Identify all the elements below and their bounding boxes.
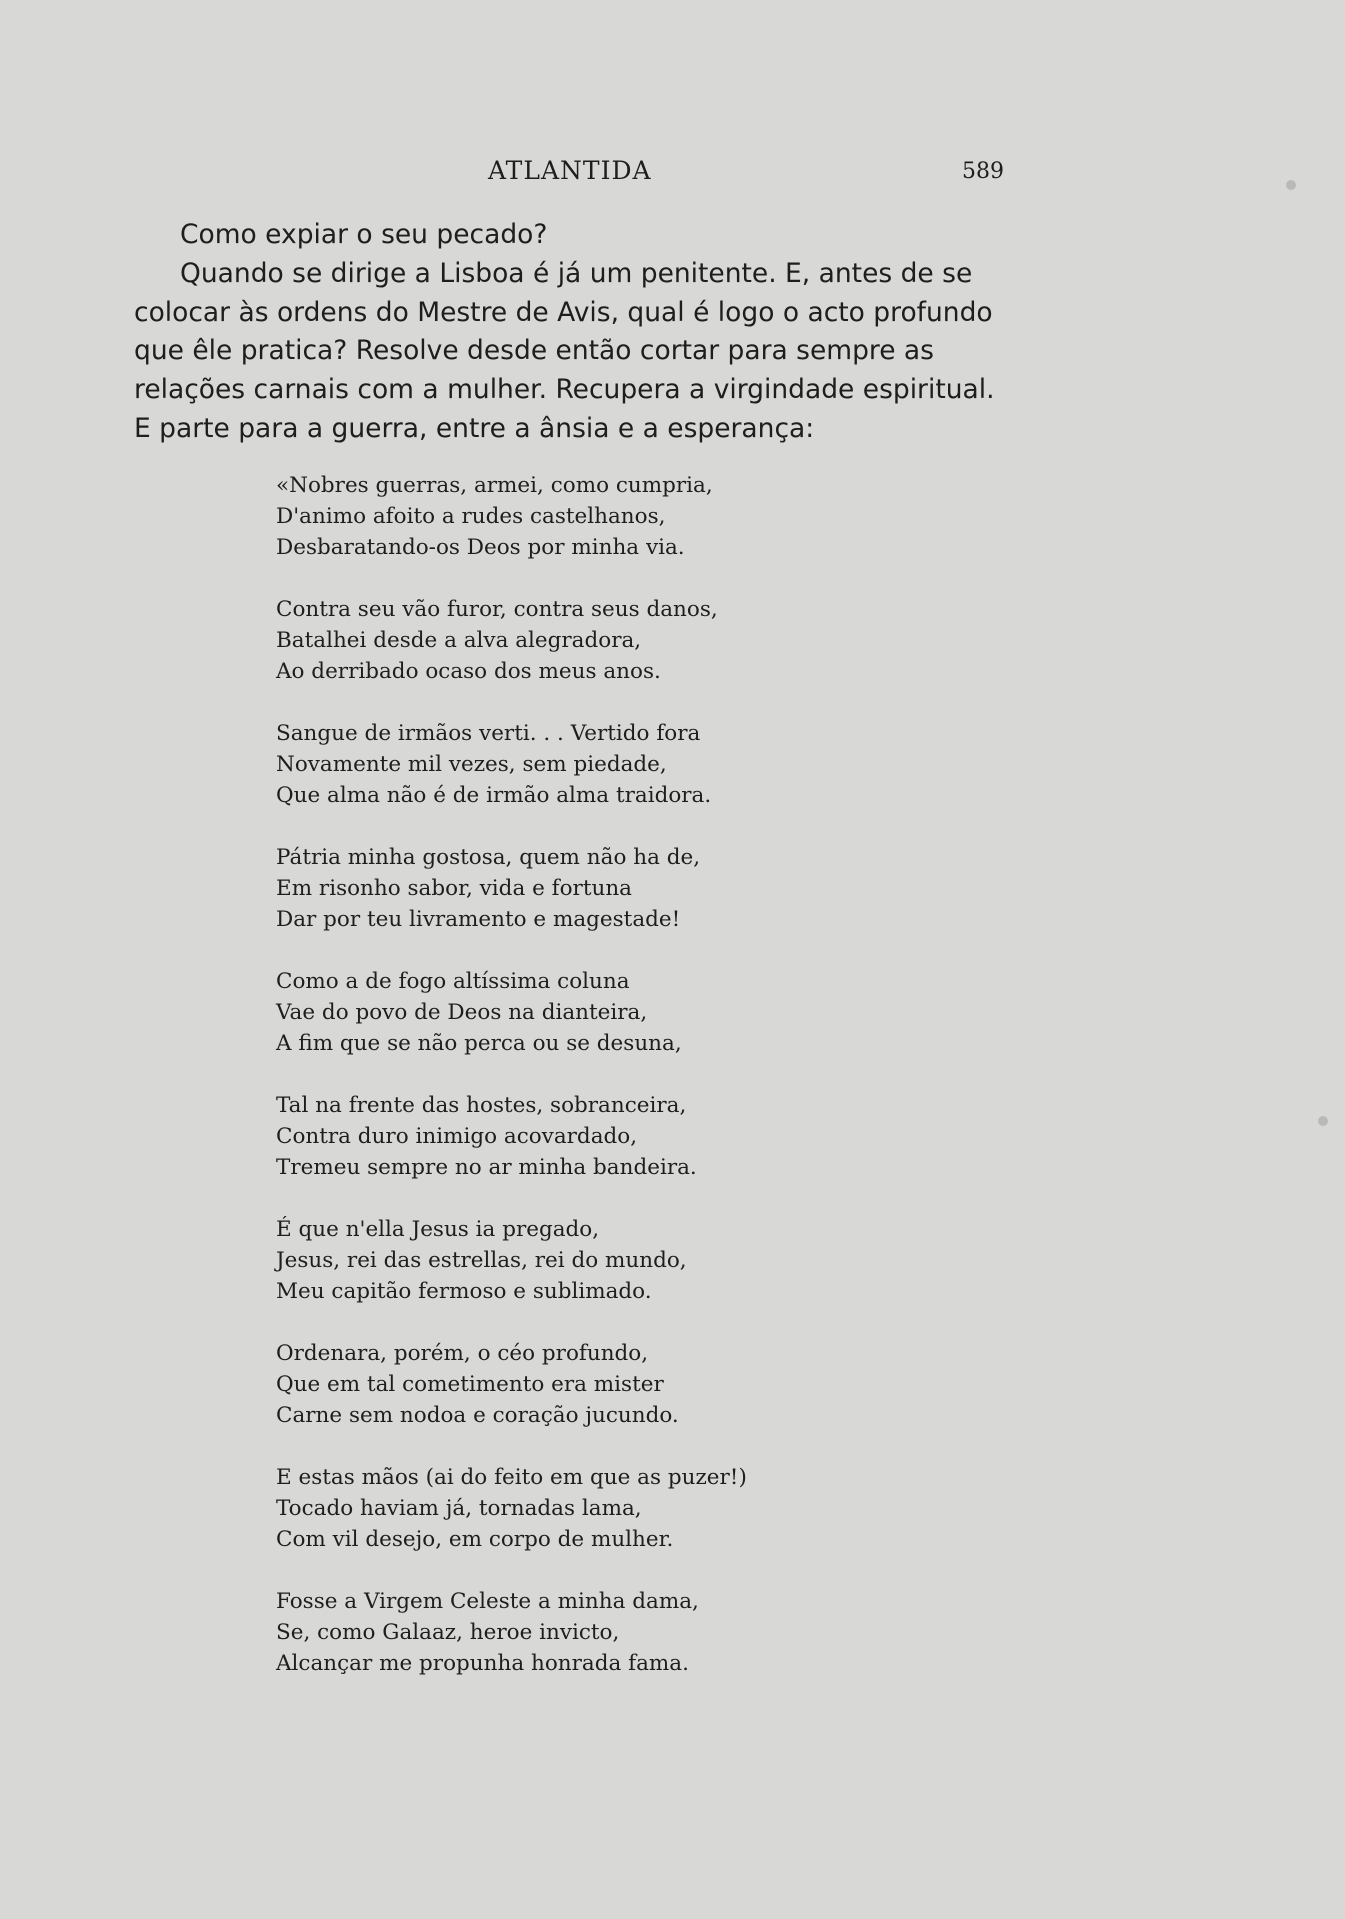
poem-verse: Fosse a Virgem Celeste a minha dama,: [276, 1589, 699, 1614]
poem-verse: Meu capitão fermoso e sublimado.: [276, 1279, 652, 1304]
poem-verse: Com vil desejo, em corpo de mulher.: [276, 1527, 674, 1552]
poem-verse: Carne sem nodoa e coração jucundo.: [276, 1403, 679, 1428]
poem-stanza: [276, 470, 796, 563]
poem-verse: Que alma não é de irmão alma traidora.: [276, 783, 712, 808]
poem-verse: Batalhei desde a alva alegradora,: [276, 628, 642, 653]
poem-stanza: [276, 718, 796, 811]
running-header: [0, 156, 1345, 192]
poem-verse: Contra seu vão furor, contra seus danos,: [276, 597, 718, 622]
prose-line: que êle pratica? Resolve desde então cortar para sempre as: [134, 335, 934, 367]
poem-verse: Tal na frente das hostes, sobranceira,: [276, 1093, 687, 1118]
paper-speck: [1286, 180, 1296, 190]
page-number: 589: [962, 159, 1004, 184]
poem-verse: Ordenara, porém, o céo profundo,: [276, 1341, 649, 1366]
poem-verse: É que n'ella Jesus ia pregado,: [276, 1217, 600, 1242]
poem-stanza: [276, 1338, 796, 1431]
poem-verse: Que em tal cometimento era mister: [276, 1372, 664, 1397]
prose-line: E parte para a guerra, entre a ânsia e a esperança:: [134, 412, 815, 444]
poem-verse: Se, como Galaaz, heroe invicto,: [276, 1620, 620, 1645]
poem-verse: Ao derribado ocaso dos meus anos.: [276, 659, 661, 684]
poem-verse: Em risonho sabor, vida e fortuna: [276, 876, 632, 901]
poem-stanza: [276, 594, 796, 687]
poem-verse: A fim que se não perca ou se desuna,: [276, 1031, 682, 1056]
poem-verse: Alcançar me propunha honrada fama.: [276, 1651, 689, 1676]
poem-stanza: [276, 966, 796, 1059]
poem-verse: Jesus, rei das estrellas, rei do mundo,: [276, 1248, 687, 1273]
running-title: ATLANTIDA: [488, 156, 652, 185]
poem-stanza: [276, 1214, 796, 1307]
prose-line: relações carnais com a mulher. Recupera a virgindade espiritual.: [134, 374, 995, 406]
poem-stanza: [276, 1462, 796, 1555]
poem-verse: Vae do povo de Deos na dianteira,: [276, 1000, 648, 1025]
poem-verse: E estas mãos (ai do feito em que as puzer!): [276, 1465, 747, 1490]
poem-verse: D'animo afoito a rudes castelhanos,: [276, 504, 666, 529]
poem-verse: Dar por teu livramento e magestade!: [276, 907, 681, 932]
poem-verse: «Nobres guerras, armei, como cumpria,: [276, 473, 713, 498]
prose-line: colocar às ordens do Mestre de Avis, qual é logo o acto profundo: [134, 296, 993, 328]
poem-verse: Pátria minha gostosa, quem não ha de,: [276, 845, 701, 870]
poem-verse: Sangue de irmãos verti. . . Vertido fora: [276, 721, 701, 746]
poem-verse: Desbaratando-os Deos por minha via.: [276, 535, 685, 560]
poem-tercets: [276, 470, 796, 1710]
poem-verse: Novamente mil vezes, sem piedade,: [276, 752, 667, 777]
paper-speck: [1318, 1116, 1328, 1126]
poem-verse: Como a de fogo altíssima coluna: [276, 969, 630, 994]
poem-verse: Contra duro inimigo acovardado,: [276, 1124, 638, 1149]
prose-paragraphs: [134, 216, 1004, 449]
prose-line: Como expiar o seu pecado?: [180, 219, 548, 250]
poem-stanza: [276, 1586, 796, 1679]
poem-verse: Tocado haviam já, tornadas lama,: [276, 1496, 642, 1521]
poem-verse: Tremeu sempre no ar minha bandeira.: [276, 1155, 697, 1180]
poem-stanza: [276, 842, 796, 935]
poem-stanza: [276, 1090, 796, 1183]
prose-line: Quando se dirige a Lisboa é já um penitente. E, antes de se: [180, 257, 973, 289]
